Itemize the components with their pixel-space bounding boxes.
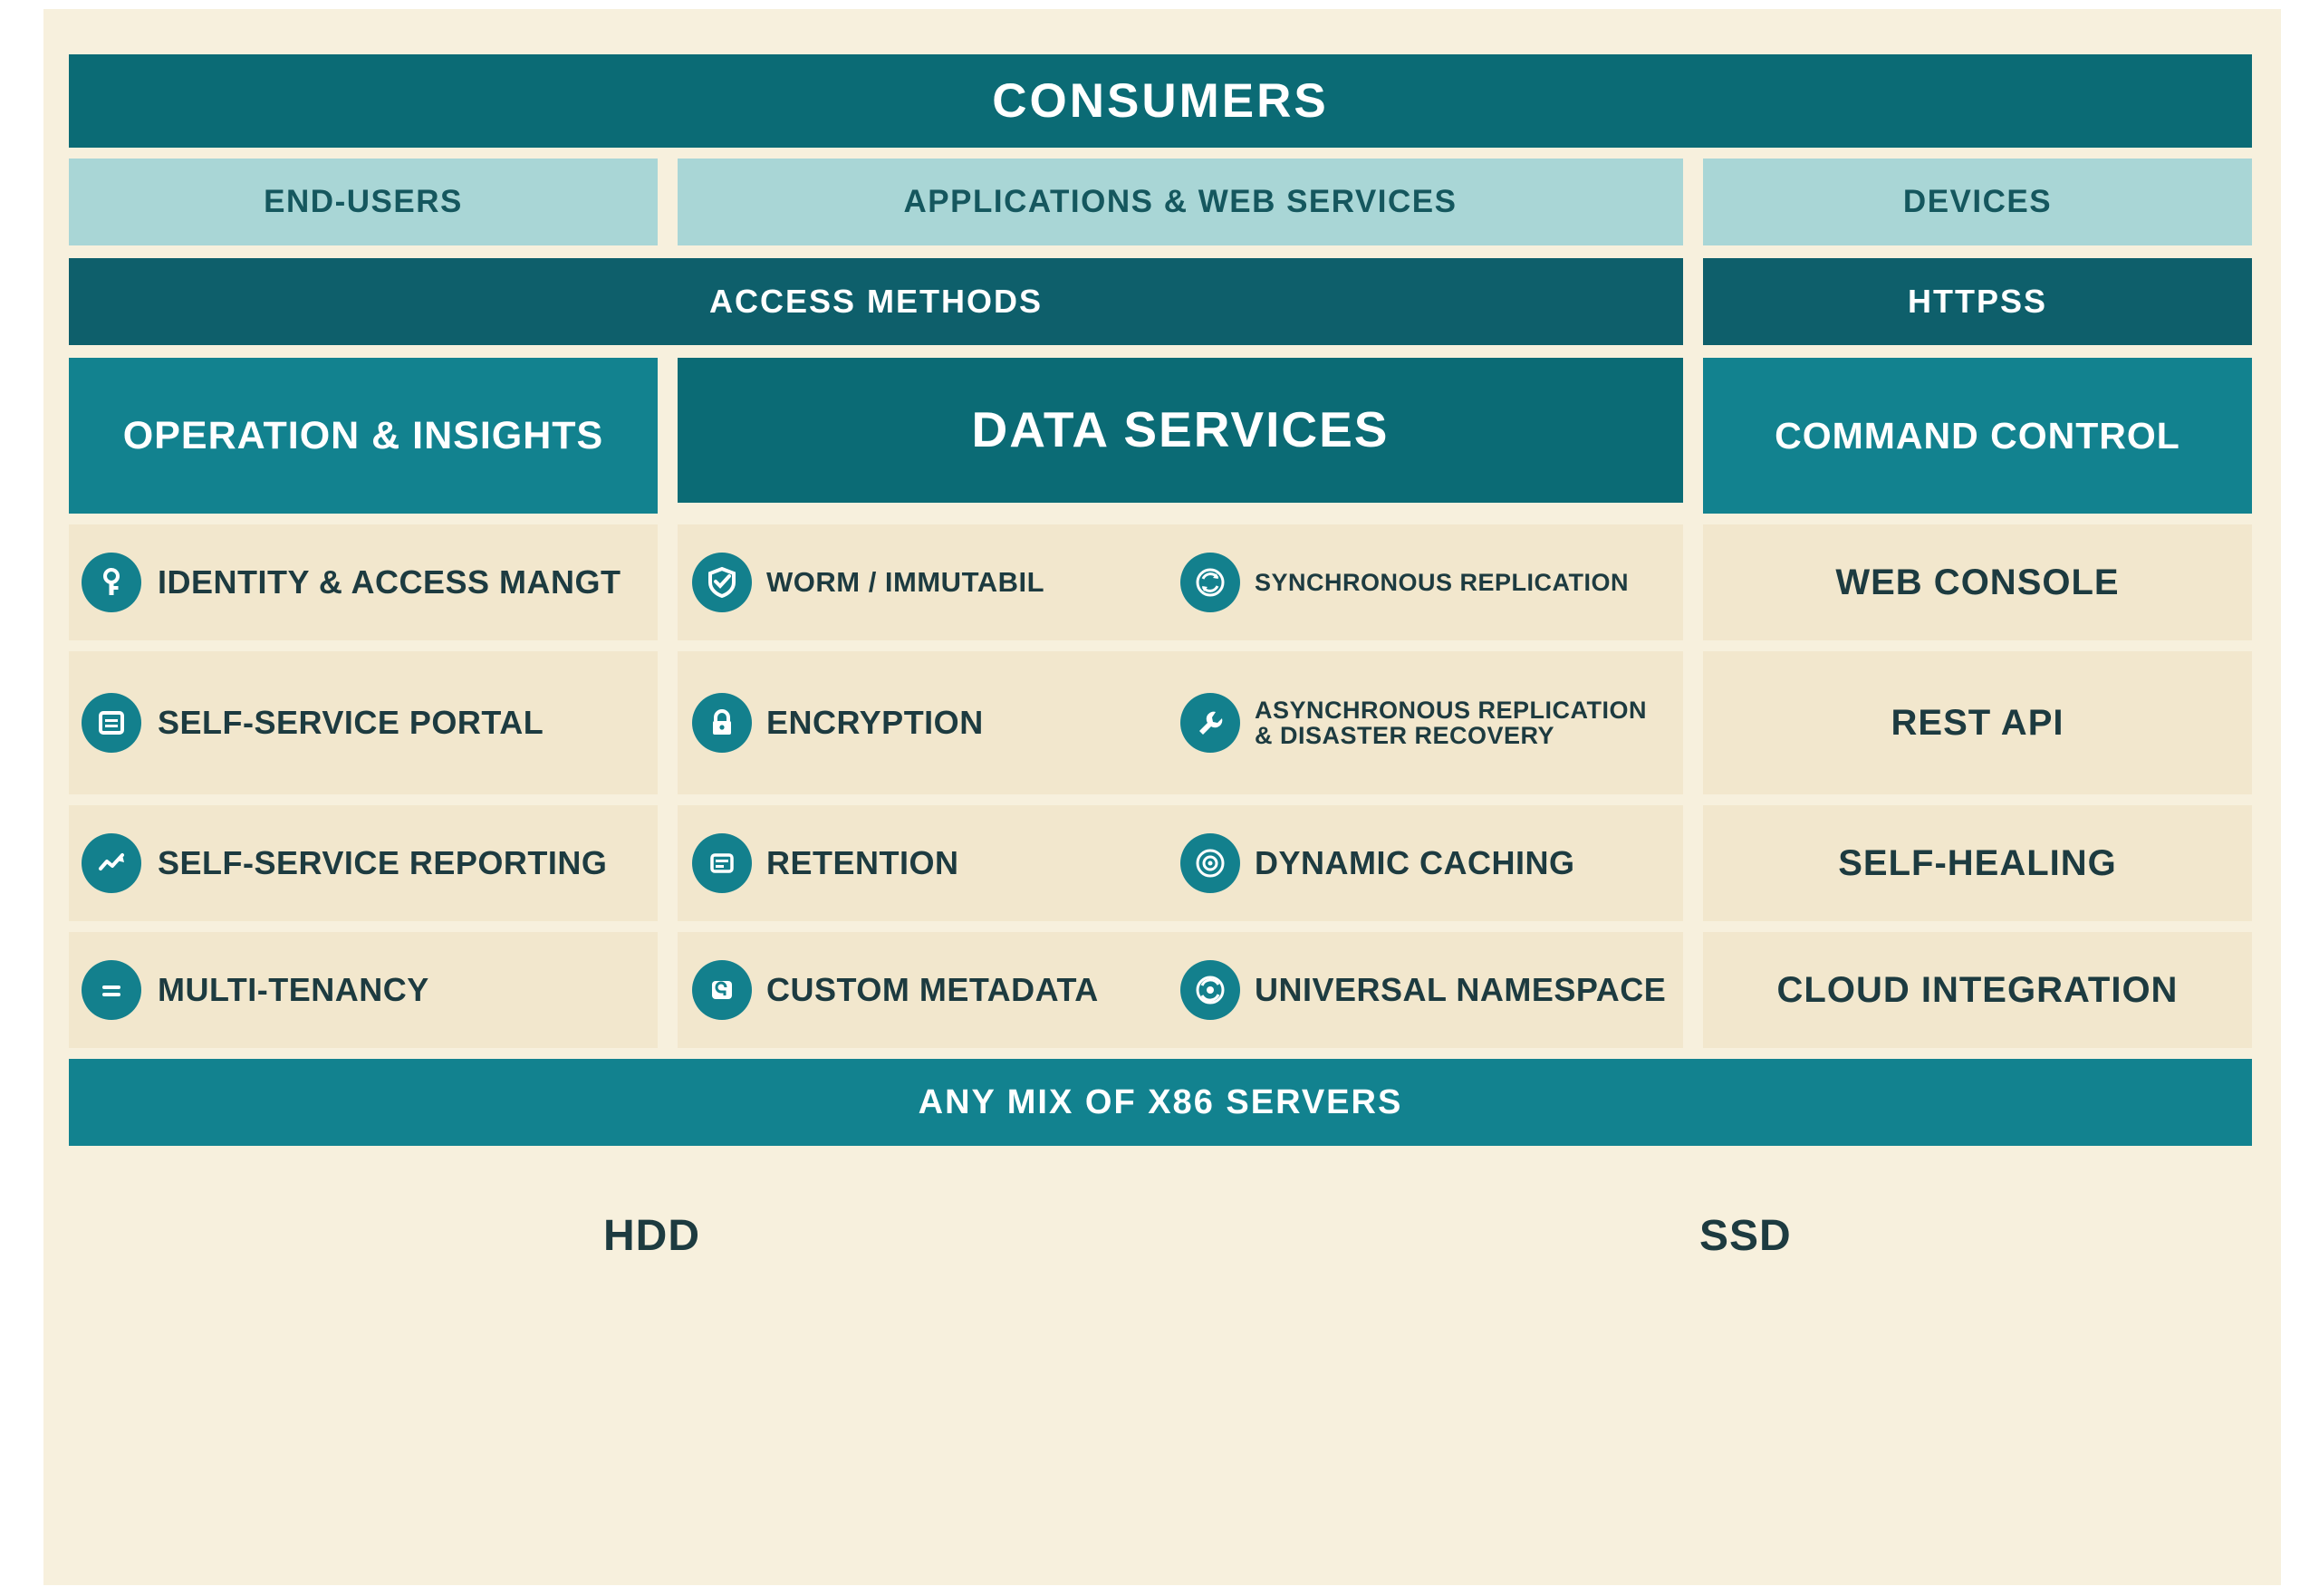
data-services-row: [678, 524, 1683, 640]
data-service-label: CUSTOM METADATA: [766, 971, 1099, 1009]
command-item-label: REST API: [1891, 703, 2064, 743]
target-icon: [1180, 833, 1240, 893]
feature-row: [69, 651, 2252, 794]
access-protocol-bar: HTTPSS: [1703, 258, 2252, 345]
shield-check-icon: [692, 553, 752, 612]
column-header-data-services: DATA SERVICES: [678, 358, 1683, 503]
data-service-label: ASYNCHRONOUS REPLICATION & DISASTER RECOVERY: [1255, 696, 1648, 749]
document-lines-icon: [692, 833, 752, 893]
consumer-cell-devices: DEVICES: [1703, 159, 2252, 245]
operation-item-self-service-reporting: [69, 805, 658, 921]
data-service-item-worm: [692, 553, 1180, 612]
access-row: [69, 258, 2252, 345]
data-services-row: [678, 651, 1683, 794]
equals-icon: [82, 960, 141, 1020]
servers-bar: ANY MIX OF X86 SERVERS: [69, 1059, 2252, 1146]
data-service-item-universal-namespace: [1180, 960, 1669, 1020]
command-item-self-healing: [1703, 805, 2252, 921]
data-service-label: UNIVERSAL NAMESPACE: [1255, 971, 1667, 1009]
operation-item-label: SELF-SERVICE REPORTING: [158, 844, 608, 882]
sync-circle-icon: [1180, 553, 1240, 612]
command-item-label: SELF-HEALING: [1838, 843, 2117, 883]
feature-row: [69, 524, 2252, 640]
data-service-label: WORM / IMMUTABIL: [766, 565, 1045, 598]
feature-row: [69, 805, 2252, 921]
storage-label-ssd: SSD: [1699, 1212, 1792, 1260]
architecture-stack: [69, 54, 2252, 1316]
feature-row: [69, 932, 2252, 1048]
data-services-row: [678, 932, 1683, 1048]
data-service-item-retention: [692, 833, 1180, 893]
data-services-row: [678, 805, 1683, 921]
feature-grid: [69, 524, 2252, 1048]
command-item-label: CLOUD INTEGRATION: [1776, 970, 2179, 1010]
wrench-icon: [1180, 693, 1240, 753]
key-icon: [82, 553, 141, 612]
data-service-item-encryption: [692, 693, 1180, 753]
metadata-icon: [692, 960, 752, 1020]
command-item-cloud-integration: [1703, 932, 2252, 1048]
operation-item-label: IDENTITY & ACCESS MANGT: [158, 563, 621, 601]
operation-item-label: SELF-SERVICE PORTAL: [158, 704, 544, 742]
diagram-canvas: [43, 9, 2281, 1585]
storage-label-hdd: HDD: [603, 1212, 700, 1260]
data-service-item-custom-metadata: [692, 960, 1180, 1020]
chart-line-icon: [82, 833, 141, 893]
storage-row: [69, 1180, 2252, 1316]
access-methods-bar: ACCESS METHODS: [69, 258, 1683, 345]
command-item-rest-api: [1703, 651, 2252, 794]
consumer-row: [69, 159, 2252, 245]
column-header-command-control: COMMAND CONTROL: [1703, 358, 2252, 514]
data-service-label: DYNAMIC CACHING: [1255, 844, 1575, 882]
data-service-item-async-replication: [1180, 693, 1669, 753]
data-service-label: SYNCHRONOUS REPLICATION: [1255, 568, 1630, 596]
operation-item-identity-access: [69, 524, 658, 640]
operation-item-multi-tenancy: [69, 932, 658, 1048]
data-service-item-synchronous-replication: [1180, 553, 1669, 612]
command-item-web-console: [1703, 524, 2252, 640]
consumer-cell-applications: APPLICATIONS & WEB SERVICES: [678, 159, 1683, 245]
consumer-cell-end-users: END-USERS: [69, 159, 658, 245]
column-headers-row: [69, 358, 2252, 514]
globe-arrows-icon: [1180, 960, 1240, 1020]
command-item-label: WEB CONSOLE: [1835, 562, 2120, 602]
column-header-operation-insights: OPERATION & INSIGHTS: [69, 358, 658, 514]
consumers-title-bar: CONSUMERS: [69, 54, 2252, 148]
operation-item-self-service-portal: [69, 651, 658, 794]
portal-icon: [82, 693, 141, 753]
lock-icon: [692, 693, 752, 753]
data-service-label: ENCRYPTION: [766, 704, 984, 742]
data-service-label: RETENTION: [766, 844, 959, 882]
operation-item-label: MULTI-TENANCY: [158, 971, 429, 1009]
data-service-item-dynamic-caching: [1180, 833, 1669, 893]
